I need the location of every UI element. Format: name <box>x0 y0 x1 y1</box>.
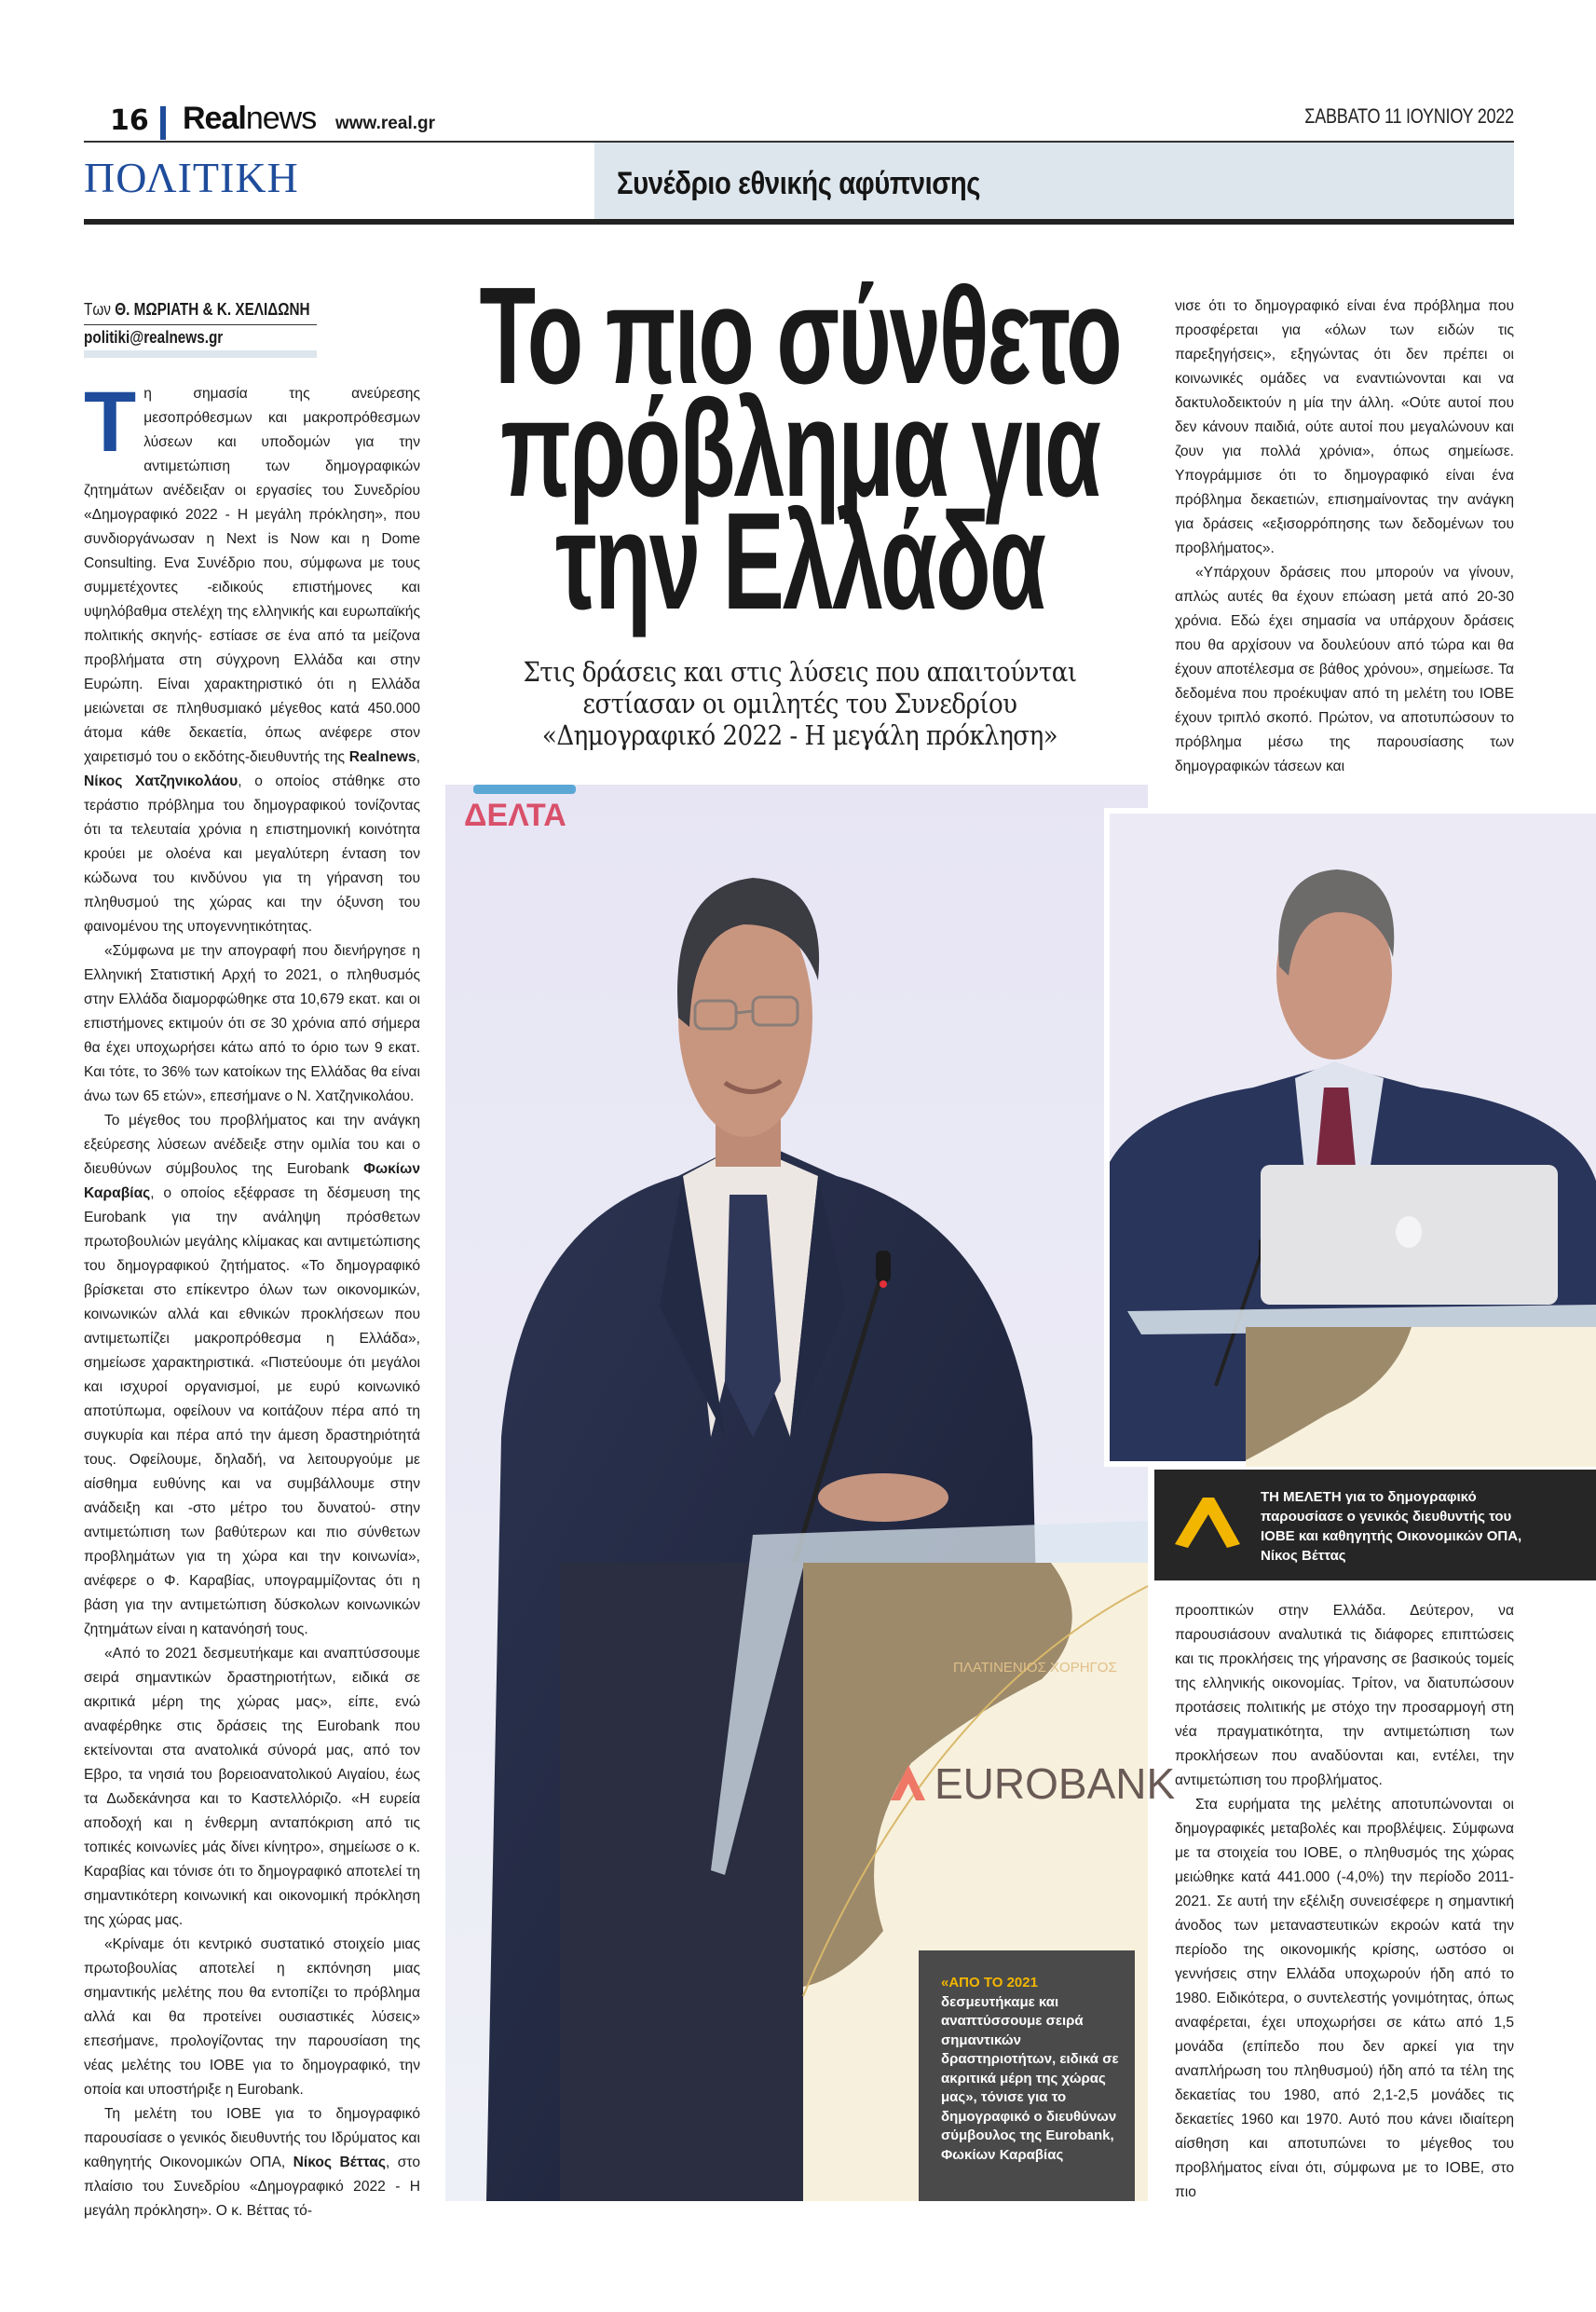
pull-quote-lead: «ΑΠΟ ΤΟ 2021 <box>941 1975 1038 1991</box>
text-run: «Υπάρχουν δράσεις που μπορούν να γίνουν, απλώς αυτές θα έχουν επώαση μετά από 20-30 χρόνια. Εδώ έχει σημασία να υπάρχουν δράσεις που θα αρχίσουν να δουλεύουν από τώρα και θα έχουν αποτέλεσμα σε βάθος χρόνου», σημείωσε. Τα δεδομένα που προέκυψαν από τη μελέτη του ΙΟΒΕ έχουν τριπλό σκοπό. Πρώτον, να αποτυπώσουν το πρόβλημα μέσω της παρουσίασης των δημογραφικών τάσεων και <box>1175 565 1514 774</box>
text-run: νισε ότι το δημογραφικό είναι ένα πρόβλημα που προσφέρεται για «όλων των ειδών τις παρεξηγήσεις», εξηγώντας ότι δεν πρέπει οι κοινωνικές ομάδες να εναντιώνονται και να δακτυλοδεικτούν η μία την άλλη. «Ούτε αυτοί που δεν κάνουν παιδιά, ούτε αυτοί που μεγαλώνουν και ζουν για πολλά χρόνια», όπως σημείωσε. Υπογράμμισε ότι το δημογραφικό είναι ένα πρόβλημα δεκαετιών, επισημαίνοντας την ανάγκη για δράσεις «εξισορρόπησης των δεδομένων του προβλήματος». <box>1175 298 1514 556</box>
byline-prefix: Των <box>84 300 111 319</box>
site-url[interactable]: www.real.gr <box>335 114 435 133</box>
byline-bar <box>84 350 317 358</box>
text-run: Τη μελέτη του ΙΟΒΕ για το δημογραφικό παρουσίασε ο γενικός διευθυντής του Ιδρύματος και καθηγητής Οικονομικών ΟΠΑ, <box>84 2106 420 2170</box>
text-run: «Κρίναμε ότι κεντρικό συστατικό στοιχείο μιας πρωτοβουλίας αποτελεί η εκπόνηση μιας σημαντικής μελέτης που θα εντοπίζει το πρόβλημα αλλά και θα προτείνει ουσιαστικές λύσεις» επεσήμανε, προλογίζοντας την παρουσίαση της νέας μελέτης του ΙΟΒΕ για το δημογραφικό, την οποία και υποστήριξε η Eurobank. <box>84 1936 420 2098</box>
article-paragraph <box>84 1642 420 1933</box>
article-paragraph <box>1175 561 1514 779</box>
article-paragraph <box>84 939 420 1109</box>
pull-quote <box>941 1974 1127 2165</box>
subhead-line: «Δημογραφικό 2022 - Η μεγάλη πρόκληση» <box>541 719 1058 751</box>
delta-logo: ΔΕΛΤΑ <box>464 798 566 833</box>
text-run: «Σύμφωνα με την απογραφή που διενήργησε η Ελληνική Στατιστική Αρχή το 2021, ο πληθυσμός στην Ελλάδα διαμορφώθηκε στα 10,679 εκατ. και οι επιστήμονες εκτιμούν ότι σε 30 χρόνια από σήμερα θα έχει υποχωρήσει κάτω από το όριο των 9 εκατ. Και τότε, το 36% των κατοίκων της Ελλάδας θα είναι άνω των 65 ετών», επεσήμανε ο Ν. Χατζηνικολάου. <box>84 943 420 1104</box>
headline <box>443 259 1157 638</box>
bold-name: Νίκος Χατζηνικολάου <box>84 773 239 789</box>
laptop-logo <box>1396 1216 1422 1248</box>
headline-line: Το πιο σύνθετο <box>479 259 1121 413</box>
text-run: προοπτικών στην Ελλάδα. Δεύτερον, να παρουσιάσουν αναλυτικά τις διάφορες επιπτώσεις και τις προκλήσεις της γήρανσης σε βασικούς τομείς της ελληνικής οικονομίας. Τρίτον, να διατυπώσουν προτάσεις πολιτικής με στόχο την προσαρμογή στη νέα πραγματικότητα, την αντιμετώπιση των προκλήσεων που αναδύονται και, εντέλει, την αντιμετώπιση του προβλήματος. <box>1175 1603 1514 1788</box>
microphone-head <box>876 1251 891 1282</box>
article-paragraph <box>1175 1599 1514 1793</box>
microphone-light <box>880 1280 887 1288</box>
photo-vettas <box>1104 808 1596 1467</box>
headline-line: την Ελλάδα <box>555 485 1044 638</box>
article-column-right-bottom <box>1175 1599 1514 2205</box>
chevron-up-icon <box>1175 1496 1240 1550</box>
subheadline <box>443 656 1157 751</box>
caption-text: για το δημογραφικό παρουσίασε ο γενικός διευθυντής του ΙΟΒΕ και καθηγητής Οικονομικών ΟΠΑ, Νίκος Βέττας <box>1261 1489 1522 1564</box>
delta-logo-bar <box>473 785 576 794</box>
brand-light: news <box>245 101 317 136</box>
article-paragraph <box>1175 294 1514 561</box>
issue-date: ΣΑΒΒΑΤΟ 11 ΙΟΥΝΙΟΥ 2022 <box>1304 104 1514 128</box>
text-run: «Από το 2021 δεσμευτήκαμε και αναπτύσσουμε σειρά σημαντικών δραστηριοτήτων, ειδικά σε ακριτικά μέρη της χώρας μας», είπε, ενώ αναφέρθηκε στις δράσεις της Eurobank που εκτείνονται στα ανατολικά σύνορά μας, από τον Εβρο, τα νησιά του βορειοανατολικού Αιγαίου, έως τα Δωδεκάνησα και το Καστελλόριζο. «Η ευρεία αποδοχή και η ένθερμη ανταπόκριση από τις τοπικές κοινωνίες μάς δίνει κίνητρο», σημείωσε ο κ. Καραβίας και τόνισε ότι το δημογραφικό αποτελεί τη σημαντικότερη κοινωνική και οικονομική πρόκληση της χώρας μας. <box>84 1646 420 1928</box>
bold-name: Realnews <box>348 749 416 765</box>
byline-email[interactable]: politiki@realnews.gr <box>84 328 224 347</box>
text-run: , <box>416 749 420 765</box>
subhead-line: Στις δράσεις και στις λύσεις που απαιτούνται <box>523 656 1077 688</box>
sponsor-label: ΠΛΑΤΙΝΕΝΙΟΣ ΧΟΡΗΓΟΣ <box>953 1660 1117 1676</box>
article-paragraph <box>84 1109 420 1642</box>
article-paragraph <box>84 1933 420 2102</box>
section-rule <box>84 219 1514 225</box>
brand-bold: Real <box>183 101 246 136</box>
byline <box>84 300 310 320</box>
article-column-right-top <box>1175 294 1514 774</box>
text-run: , ο οποίος στάθηκε στο τεράστιο πρόβλημα του δημογραφικού τονίζοντας ότι τα τελευταία χρόνια η επιστημονική κοινότητα κρούει με ολοένα και μεγαλύτερη ένταση τον κώδωνα του κινδύνου για τη γήρανση του πληθυσμού της χώρας και την όξυνση του φαινομένου της υπογεννητικότητας. <box>84 773 420 935</box>
text-run: η σημασία της ανεύρεσης μεσοπρόθεσμων και μακροπρόθεσμων λύσεων και υποδομών για την αντιμετώπιση των δημογραφικών ζητημάτων ανέδειξαν οι εργασίες του Συνεδρίου «Δημογραφικό 2022 - Η μεγάλη πρόκληση», που συνδιοργάνωσαν η Next is Now και η Dome Consulting. Ενα Συνέδριο που, σύμφωνα με τους συμμετέχοντες -ειδικούς επιστήμονες και υψηλόβαθμα στελέχη της ελληνικής και ευρωπαϊκής πολιτικής σκηνής- εστίασε σε ένα από τα μείζονα προβλήματα στη σύγχρονη Ελλάδα και στην Ευρώπη. Είναι χαρακτηριστικό ότι η Ελλάδα μειώνεται σε πληθυσμιακό μέγεθος κατά 450.000 άτομα κάθε δεκαετία, όπως ανέφερε στον χαιρετισμό του ο εκδότης-διευθυντής της <box>84 386 420 765</box>
photo-vettas-illustration <box>1104 808 1596 1467</box>
text-run: Στα ευρήματα της μελέτης αποτυπώνονται οι δημογραφικές μεταβολές και προβλέψεις. Σύμφωνα με τα στοιχεία του ΙΟΒΕ, ο πληθυσμός της χώρας μειώθηκε κατά 441.000 (-4,0%) την περίοδο 2011-2021. Σε αυτή την εξέλιξη συνεισέφερε η σημαντική άνοδος των μεταναστευτικών εκροών κατά την περίοδο της οικονομικής κρίσης, ωστόσο οι γεννήσεις στην Ελλάδα υποχωρούν ήδη από το 1980. Ειδικότερα, ο συντελεστής γονιμότητας, όπως αναφέρεται, έχει υποχωρήσει σε κάτω από 1,5 μονάδα (επίπεδο που δεν αρκεί για την αναπλήρωση του πληθυσμού) ήδη από τα τέλη της δεκαετίας του 1980, από 2,1-2,5 μονάδες τις δεκαετίες 1960 και 1970. Αυτό που κάνει ιδιαίτερη αίσθηση και αποτυπώνει το μέγεθος του προβλήματος είναι ότι, σύμφωνα με το ΙΟΒΕ, στο πιο <box>1175 1797 1514 2200</box>
hands <box>818 1473 948 1522</box>
article-column-left <box>84 375 421 2219</box>
caption-lead: ΤΗ ΜΕΛΕΤΗ <box>1261 1489 1342 1505</box>
drop-cap: Τ <box>84 375 137 470</box>
pull-quote-text: δεσμευτήκαμε και αναπτύσσουμε σειρά σημαντικών δραστηριοτήτων, ειδικά σε ακριτικά μέρη της χώρας μας», τόνισε για το δημογραφικό ο διευθύνων σύμβουλος της Eurobank, Φωκίων Καραβίας <box>941 1993 1119 2163</box>
kicker-title: Συνέδριο εθνικής αφύπνισης <box>617 166 981 201</box>
section-title: ΠΟΛΙΤΙΚΗ <box>84 154 299 201</box>
text-run: , ο οποίος εξέφρασε τη δέσμευση της Eurobank για την ανάληψη πρόσθετων πρωτοβουλιών μεγάλης κλίμακας και αντιμετώπισης του δημογραφικού ζητήματος. «Το δημογραφικό βρίσκεται στο επίκεντρο όλων των οικονομικών, κοινωνικών αλλά και εθνικών προκλήσεων που αντιμετωπίζει μακροπρόθεσμα η Ελλάδα», σημείωσε χαρακτηριστικά. «Πιστεύουμε ότι μεγάλοι και ισχυροί οργανισμοί, με ευρύ κοινωνικό αποτύπωμα, οφείλουν να κοιτάζουν πέρα από τη συγκυρία και πέρα από την άμεση δραστηριότητά τους. Οφείλουμε, δηλαδή, να λειτουργούμε με αίσθημα ευθύνης και να συμβάλλουμε στην ανάδειξη και -στο μέτρο του δυνατού- στην αντιμετώπιση των βαθύτερων και πιο σύνθετων προβλημάτων για τη χώρα και την κοινωνία», ανέφερε ο Φ. Καραβίας, υπογραμμίζοντας ότι η βάση για την αντιμετώπιση δύσκολων κοινωνικών ζητημάτων είναι η κατανόησή τους. <box>84 1185 420 1637</box>
headline-line: πρόβλημα για <box>500 372 1099 526</box>
bold-name: Νίκος Βέττας <box>293 2155 386 2170</box>
eurobank-logo: EUROBANK <box>934 1759 1176 1808</box>
subhead-line: εστίασαν οι ομιλητές του Συνεδρίου <box>582 688 1017 719</box>
byline-rule <box>84 324 317 325</box>
article-paragraph <box>84 2102 420 2223</box>
bold-name: Φωκίων Καραβίας <box>84 1161 420 1201</box>
article-paragraph <box>1175 1793 1514 2205</box>
page-number: 16 <box>110 104 149 137</box>
brand-logo <box>183 101 316 137</box>
text-run: , στο πλαίσιο του Συνεδρίου «Δημογραφικό 2022 - Η μεγάλη πρόκληση». Ο κ. Βέττας τό- <box>84 2155 421 2219</box>
photo-caption <box>1261 1487 1540 1566</box>
header-divider <box>160 106 166 140</box>
byline-authors: Θ. ΜΩΡΙΑΤΗ & Κ. ΧΕΛΙΔΩΝΗ <box>115 300 310 319</box>
text-run: Το μέγεθος του προβλήματος και την ανάγκη εξεύρεσης λύσεων ανέδειξε στην ομιλία του και ο διευθύνων σύμβουλος της Eurobank <box>84 1113 420 1177</box>
